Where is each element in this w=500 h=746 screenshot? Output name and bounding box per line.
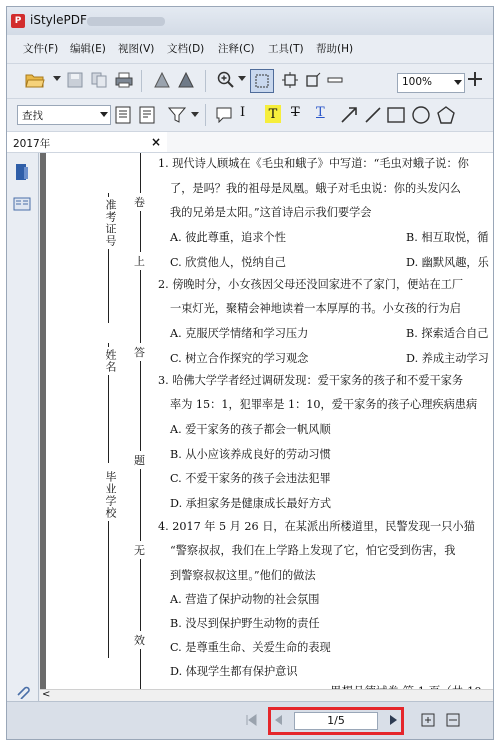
print-icon[interactable]	[115, 72, 133, 88]
search-input[interactable]	[17, 105, 111, 125]
attachment-icon[interactable]	[14, 683, 30, 699]
gutter-char: 卷	[134, 193, 145, 211]
horizontal-scrollbar[interactable]	[40, 689, 494, 701]
chevron-down-icon	[454, 80, 462, 85]
menu-comment[interactable]: 注释(C)	[218, 43, 255, 55]
zoom-in-icon[interactable]	[217, 71, 235, 89]
option-a: A. 营造了保护动物的社会氛围	[170, 593, 320, 606]
rectangle-tool-icon[interactable]	[387, 107, 405, 123]
question-1-line: 1. 现代诗人顾城在《毛虫和蛾子》中写道：“毛虫对蛾子说：你	[158, 157, 469, 170]
option-d: D. 体现学生都有保护意识	[170, 665, 298, 678]
zoom-out-icon[interactable]	[327, 74, 343, 86]
rotate-right-icon[interactable]	[177, 72, 195, 88]
first-page-icon[interactable]	[245, 714, 257, 726]
app-title: iStylePDF	[30, 13, 87, 27]
zoom-value: 100%	[402, 76, 433, 88]
toolbar-separator	[205, 70, 206, 92]
line-tool-icon[interactable]	[364, 106, 382, 124]
question-2-line: 2. 傍晚时分，小女孩因父母还没回家进不了家门，便站在工厂	[158, 278, 464, 291]
zoom-select[interactable]	[397, 73, 465, 93]
question-1-line: 我的兄弟是太阳。”这首诗启示我们要学会	[170, 206, 372, 219]
status-bar	[7, 701, 493, 740]
question-4-line: 4. 2017 年 5 月 26 日，在某派出所楼道里，民警发现一只小猫	[158, 520, 475, 533]
ellipse-tool-icon[interactable]	[412, 106, 430, 124]
margin-label-name: 姓名	[104, 349, 117, 373]
select-tool-icon[interactable]	[250, 69, 274, 93]
question-2-line: 一束灯光，聚精会神地读着一本厚厚的书。小女孩的行为启	[170, 302, 461, 315]
document-page[interactable]	[46, 153, 494, 701]
red-highlight-annotation	[268, 707, 404, 735]
stamp-icon[interactable]	[167, 106, 187, 124]
toolbar-separator	[141, 70, 142, 92]
option-d: D. 承担家务是健康成长最好方式	[170, 497, 332, 510]
thumbnails-icon[interactable]	[13, 197, 31, 211]
page-icon[interactable]	[115, 106, 131, 124]
zoom-plus-icon[interactable]	[466, 70, 484, 88]
hand-tool-icon[interactable]	[282, 72, 298, 88]
option-a: A. 克服厌学情绪和学习压力	[170, 327, 309, 340]
sticky-note-icon[interactable]	[216, 107, 232, 123]
fit-page-icon[interactable]	[420, 712, 436, 728]
underline-text-icon[interactable]: T	[316, 105, 325, 120]
margin-label-school: 毕业学校	[104, 471, 117, 519]
option-c: C. 欣赏他人，悦纳自己	[170, 256, 286, 269]
option-a: A. 彼此尊重，追求个性	[170, 231, 286, 244]
page-number-input[interactable]: 1/5	[294, 712, 378, 730]
option-b: B. 相互取悦，循	[406, 231, 489, 244]
option-a: A. 爱干家务的孩子都会一帆风顺	[170, 423, 331, 436]
document-tab[interactable]	[7, 131, 167, 153]
open-folder-icon[interactable]	[25, 72, 45, 88]
search-input-value: 查找	[22, 110, 43, 122]
gutter-rule	[140, 153, 141, 701]
question-4-line: 到警察叔叔这里。”他们的做法	[170, 569, 316, 582]
copy-icon[interactable]	[91, 72, 107, 88]
menu-help[interactable]: 帮助(H)	[316, 43, 354, 55]
gutter-char: 题	[134, 451, 145, 469]
app-window	[6, 6, 494, 740]
zoom-dropdown-icon[interactable]	[238, 76, 246, 82]
chevron-down-icon	[100, 112, 108, 117]
stamp-dropdown-icon[interactable]	[191, 112, 199, 118]
menu-tools[interactable]: 工具(T)	[268, 43, 304, 55]
polygon-tool-icon[interactable]	[437, 106, 455, 124]
app-logo-icon: P	[11, 14, 25, 28]
arrow-tool-icon[interactable]	[340, 106, 358, 124]
highlight-text-icon[interactable]: T	[265, 105, 281, 123]
option-c: C. 不爱干家务的孩子会违法犯罪	[170, 472, 331, 485]
menu-bar	[7, 37, 493, 59]
page-list-icon[interactable]	[139, 106, 155, 124]
option-b: B. 探索适合自己	[406, 327, 489, 340]
menu-edit[interactable]: 编辑(E)	[70, 43, 106, 55]
blurred-document-name	[87, 17, 165, 26]
navigation-panel	[7, 153, 39, 701]
text-insert-icon[interactable]: I	[240, 105, 246, 120]
gutter-char: 无	[134, 541, 145, 559]
title-bar	[7, 7, 493, 35]
option-d: D. 养成主动学习	[406, 352, 489, 365]
question-3-line: 3. 哈佛大学学者经过调研发现：爱干家务的孩子和不爱干家务	[158, 374, 464, 387]
scroll-left-icon[interactable]: <	[42, 689, 51, 700]
gutter-char: 效	[134, 631, 145, 649]
menu-view[interactable]: 视图(V)	[118, 43, 155, 55]
close-icon[interactable]: ×	[150, 135, 161, 149]
menu-file[interactable]: 文件(F)	[23, 43, 59, 55]
save-icon[interactable]	[67, 72, 83, 88]
option-d: D. 幽默风趣，乐	[406, 256, 489, 269]
gutter-char: 上	[134, 252, 145, 270]
fit-width-icon[interactable]	[445, 712, 461, 728]
tab-label: 2017年	[13, 138, 51, 150]
tab-strip-empty	[167, 131, 494, 153]
menu-document[interactable]: 文档(D)	[167, 43, 205, 55]
marquee-zoom-icon[interactable]	[305, 72, 321, 88]
strikeout-text-icon[interactable]: T	[291, 105, 300, 120]
rotate-left-icon[interactable]	[153, 72, 171, 88]
toolbar-separator	[205, 104, 206, 126]
gutter-char: 答	[134, 343, 145, 361]
open-dropdown-icon[interactable]	[53, 76, 61, 82]
option-c: C. 是尊重生命、关爱生命的表现	[170, 641, 331, 654]
option-c: C. 树立合作探究的学习观念	[170, 352, 309, 365]
margin-label-exam-id: 准考证号	[104, 199, 117, 247]
option-b: B. 从小应该养成良好的劳动习惯	[170, 448, 331, 461]
question-4-line: “警察叔叔，我们在上学路上发现了它，怕它受到伤害，我	[170, 544, 456, 557]
bookmark-icon[interactable]	[14, 163, 30, 181]
question-3-line: 率为 15：1，犯罪率是 1：10，爱干家务的孩子心理疾病患病	[170, 398, 478, 411]
question-1-line: 了，是吗？我的祖母是凤凰。蛾子对毛虫说：你的头发闪么	[170, 182, 461, 195]
option-b: B. 没尽到保护野生动物的责任	[170, 617, 320, 630]
